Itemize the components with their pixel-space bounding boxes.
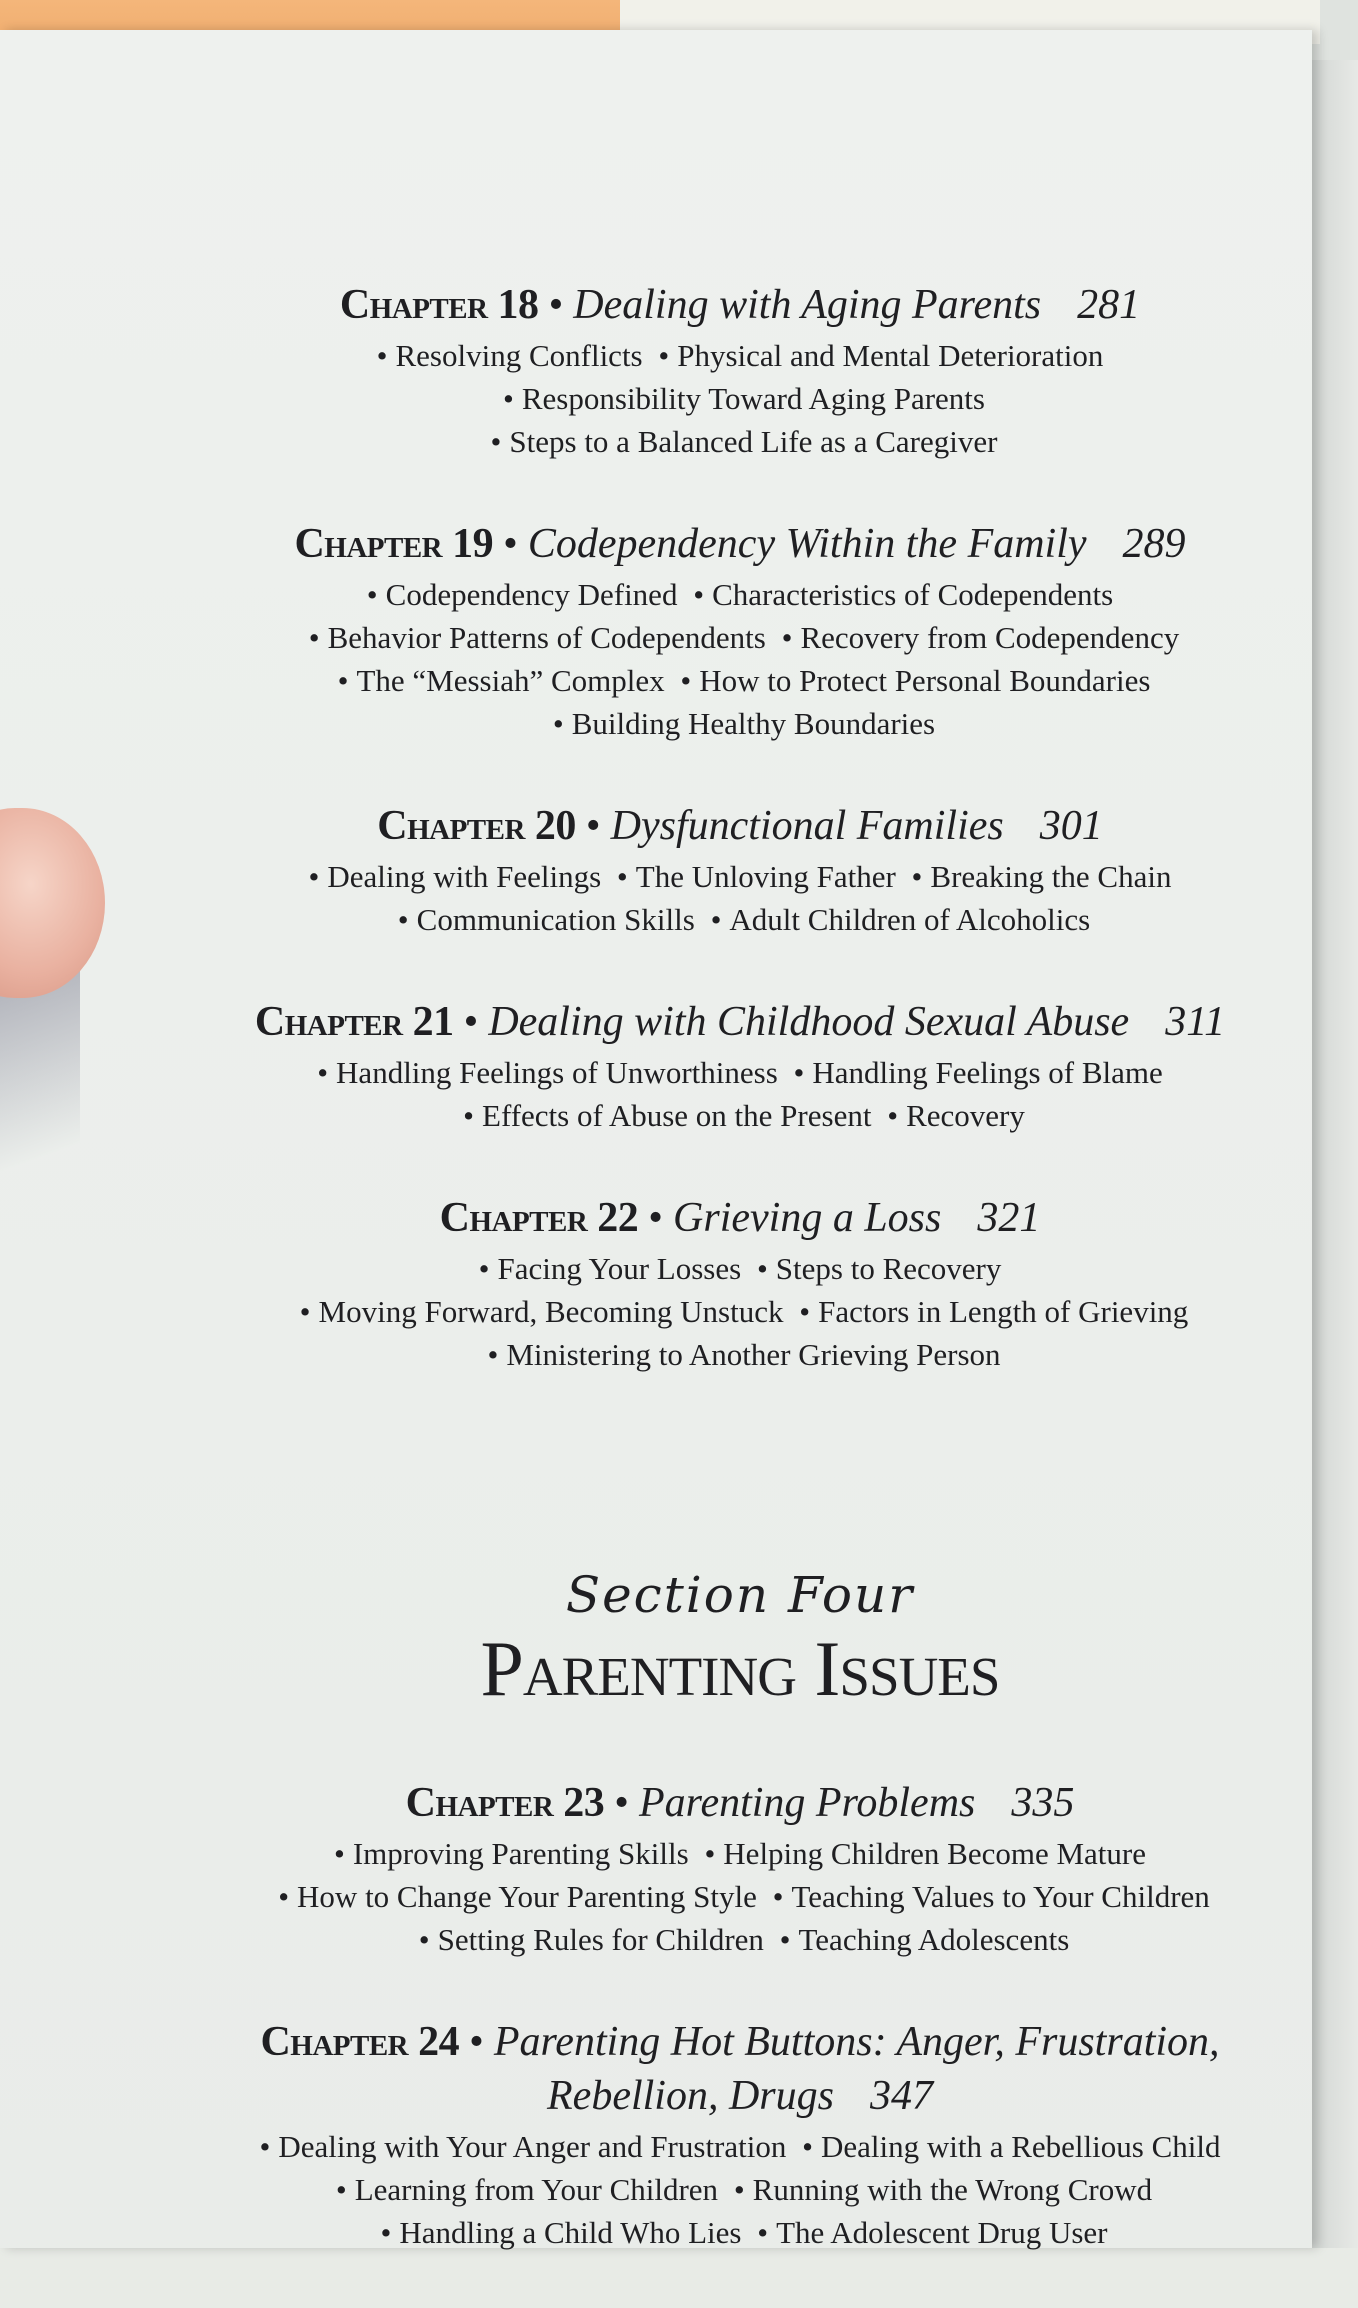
topic-item: Physical and Mental Deterioration [677,338,1104,373]
table-of-contents [240,278,1240,2308]
chapter-topics [240,2125,1240,2254]
chapter-title: Parenting Hot Buttons: Anger, Frustration, Rebellion, Drugs [493,2019,1220,2119]
topic-item: Adult Children of Alcoholics [729,902,1091,937]
bullet-separator: • [308,859,320,894]
chapter-label: Chapter 23 [405,1780,605,1826]
bullet-separator: • [548,282,564,328]
bullet-separator: • [648,1195,664,1241]
topic-item: Factors in Length of Grieving [818,1294,1189,1329]
topic-item: Codependency Defined [385,577,678,612]
bullet-separator: • [463,1098,475,1133]
chapter-topics [240,855,1240,941]
toc-entry [240,995,1240,1137]
topic-item: The Adolescent Drug User [776,2215,1108,2250]
topic-item: Teaching Adolescents [798,1922,1070,1957]
topic-item: Responsibility Toward Aging Parents [521,381,985,416]
chapter-topics [240,1247,1240,1376]
topic-item: Breaking the Chain [930,859,1172,894]
bullet-separator: • [463,999,479,1045]
topic-item: Recovery from Codependency [800,620,1180,655]
bullet-separator: • [680,663,692,698]
section-title: Parenting Issues [480,1625,1000,1712]
toc-entry [240,1776,1240,1961]
topic-item: Dealing with a Rebellious Child [820,2129,1221,2164]
topic-item: Handling Feelings of Unworthiness [336,1055,778,1090]
chapter-heading [240,995,1240,1049]
chapter-title: Dealing with Aging Parents [573,282,1042,328]
topic-item: Improving Parenting Skills [352,1836,689,1871]
bullet-separator: • [487,1337,499,1372]
page-number: 289 [1122,521,1186,567]
bullet-separator: • [418,1922,430,1957]
page-number: 281 [1077,282,1141,328]
topic-item: Setting Rules for Children [437,1922,764,1957]
bullet-separator: • [478,1251,490,1286]
topic-item: Handling a Child Who Lies [399,2215,742,2250]
topic-item: Behavior Patterns of Codependents [327,620,766,655]
topic-item: Moving Forward, Becoming Unstuck [318,1294,784,1329]
chapter-title: Parenting Problems [639,1780,976,1826]
topic-item: Recovery [906,1098,1025,1133]
bullet-separator: • [337,663,349,698]
topic-item: Facing Your Losses [497,1251,742,1286]
topic-item: Communication Skills [416,902,695,937]
bullet-separator: • [793,1055,805,1090]
bullet-separator: • [799,1294,811,1329]
bullet-separator: • [802,2129,813,2164]
page-number: 311 [1165,999,1226,1045]
chapter-label: Chapter 19 [294,521,494,567]
topic-item: The “Messiah” Complex [356,663,665,698]
topic-item: Teaching Values to Your Children [791,1879,1210,1914]
topic-item: Steps to a Balanced Life as a Caregiver [509,424,998,459]
chapter-label: Chapter 21 [254,999,454,1045]
toc-entry [240,1191,1240,1376]
topic-item: Building Healthy Boundaries [571,706,936,741]
bullet-separator: • [614,1780,630,1826]
chapter-label: Chapter 22 [439,1195,639,1241]
topic-item: Dealing with Feelings [327,859,602,894]
bullet-separator: • [299,1294,311,1329]
chapter-heading [240,278,1240,332]
next-page-edge [1310,60,1358,2248]
bullet-separator: • [552,706,564,741]
bullet-separator: • [693,577,705,612]
bullet-separator: • [757,2215,769,2250]
bullet-separator: • [259,2129,271,2164]
bullet-separator: • [334,1836,345,1871]
toc-entry [240,2015,1240,2254]
topic-item: Effects of Abuse on the Present [482,1098,872,1133]
bullet-separator: • [317,1055,329,1090]
chapter-title: Codependency Within the Family [527,521,1087,567]
topic-item: Ministering to Another Grieving Person [506,1337,1001,1372]
bullet-separator: • [490,424,502,459]
section-label: Section Four [565,1566,915,1624]
bullet-separator: • [658,338,670,373]
bullet-separator: • [503,521,518,567]
chapter-list-before [240,278,1240,1376]
bullet-separator: • [704,1836,716,1871]
topic-item: Dealing with Your Anger and Frustration [278,2129,787,2164]
page-number: 321 [977,1195,1041,1241]
topic-item: Helping Children Become Mature [723,1836,1146,1871]
chapter-label: Chapter 20 [377,803,576,849]
chapter-heading [240,1191,1240,1245]
bullet-separator: • [380,2215,392,2250]
chapter-title: Dealing with Childhood Sexual Abuse [488,999,1130,1045]
topic-item: How to Protect Personal Boundaries [699,663,1151,698]
bullet-separator: • [710,902,722,937]
bullet-separator: • [616,859,628,894]
bullet-separator: • [779,1922,791,1957]
topic-item: Resolving Conflicts [395,338,643,373]
bullet-separator: • [335,2172,347,2207]
topic-item: Characteristics of Codependents [712,577,1114,612]
topic-item: The Unloving Father [635,859,896,894]
bullet-separator: • [469,2019,484,2065]
chapter-topics [240,1832,1240,1961]
chapter-topics [240,334,1240,463]
bullet-separator: • [911,859,923,894]
bullet-separator: • [887,1098,899,1133]
toc-entry [240,517,1240,745]
chapter-heading [240,1776,1240,1830]
chapter-heading [240,799,1240,853]
bullet-separator: • [366,577,378,612]
page-number: 347 [869,2073,933,2119]
bullet-separator: • [397,902,409,937]
topic-item: Handling Feelings of Blame [812,1055,1163,1090]
chapter-heading [240,2015,1240,2123]
topic-item: How to Change Your Parenting Style [297,1879,757,1914]
toc-entry [240,278,1240,463]
bullet-separator: • [308,620,320,655]
bullet-separator: • [278,1879,290,1914]
bullet-separator: • [503,381,514,416]
chapter-label: Chapter 24 [260,2019,460,2065]
bullet-separator: • [733,2172,745,2207]
chapter-title: Dysfunctional Families [610,803,1004,849]
chapter-topics [240,1051,1240,1137]
bullet-separator: • [585,803,601,849]
page-number: 335 [1011,1780,1075,1826]
topic-item: Learning from Your Children [354,2172,719,2207]
chapter-label: Chapter 18 [339,282,539,328]
book-page [0,30,1312,2248]
chapter-title: Grieving a Loss [673,1195,942,1241]
chapter-topics [240,573,1240,745]
bullet-separator: • [781,620,793,655]
bullet-separator: • [376,338,388,373]
chapter-list-after [240,1776,1240,2254]
bullet-separator: • [756,1251,768,1286]
toc-entry [240,799,1240,941]
bullet-separator: • [772,1879,784,1914]
chapter-heading [240,517,1240,571]
topic-item: Steps to Recovery [775,1251,1002,1286]
page-number: 301 [1039,803,1103,849]
topic-item: Running with the Wrong Crowd [752,2172,1153,2207]
